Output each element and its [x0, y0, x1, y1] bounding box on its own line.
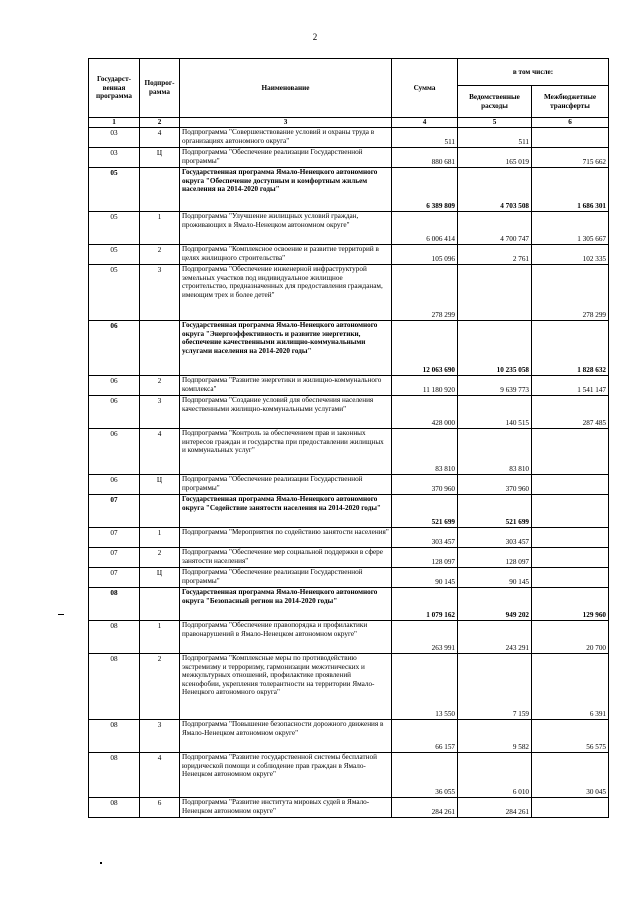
departmental-cell: 83 810 [458, 429, 532, 475]
name-cell: Подпрограмма "Обеспечение мер социальной поддержки в сфере занятости населения" [180, 548, 392, 568]
program-code-cell: 06 [89, 429, 140, 475]
header-interbudget: Межбюджетные трансферты [532, 86, 609, 118]
sum-cell: 370 960 [392, 475, 458, 495]
name-cell: Подпрограмма "Совершенствование условий и охраны труда в организациях автономного округа" [180, 128, 392, 148]
sum-cell: 428 000 [392, 396, 458, 429]
interbudget-cell [532, 495, 609, 528]
table-row [89, 798, 609, 818]
table-row [89, 168, 609, 212]
name-cell: Государственная программа Ямало-Ненецкого автономного округа "Содействие занятости населения на 2014-2020 годы" [180, 495, 392, 528]
subprogram-code-cell: 3 [140, 265, 180, 321]
subprogram-code-cell: 1 [140, 528, 180, 548]
subprogram-code-cell: 1 [140, 621, 180, 654]
column-number: 5 [458, 118, 532, 128]
sum-cell: 880 681 [392, 148, 458, 168]
subprogram-code-cell [140, 321, 180, 376]
program-code-cell: 08 [89, 588, 140, 621]
sum-cell: 66 157 [392, 720, 458, 753]
departmental-cell: 4 700 747 [458, 212, 532, 245]
sum-cell: 90 145 [392, 568, 458, 588]
subprogram-code-cell: Ц [140, 475, 180, 495]
header-including: в том числе: [458, 59, 609, 86]
name-cell: Подпрограмма "Комплексные меры по противодействию экстремизму и терроризму, гармонизации межэтнических и межкультурных отношений, профилактике проявлений ксенофобии, укрепления толерантности на территории Ямало-Ненецкого автономного округа" [180, 654, 392, 720]
name-cell: Подпрограмма "Обеспечение реализации Государственной программы" [180, 148, 392, 168]
program-code-cell: 08 [89, 654, 140, 720]
table-row [89, 621, 609, 654]
interbudget-cell: 715 662 [532, 148, 609, 168]
departmental-cell: 284 261 [458, 798, 532, 818]
interbudget-cell: 102 335 [532, 245, 609, 265]
departmental-cell: 521 699 [458, 495, 532, 528]
program-code-cell: 07 [89, 548, 140, 568]
sum-cell: 263 991 [392, 621, 458, 654]
interbudget-cell: 56 575 [532, 720, 609, 753]
sum-cell: 6 389 809 [392, 168, 458, 212]
departmental-cell: 9 639 773 [458, 376, 532, 396]
subprogram-code-cell: 2 [140, 245, 180, 265]
interbudget-cell: 1 686 301 [532, 168, 609, 212]
program-code-cell: 06 [89, 396, 140, 429]
name-cell: Подпрограмма "Обеспечение реализации Государственной программы" [180, 568, 392, 588]
name-cell: Подпрограмма "Обеспечение правопорядка и профилактики правонарушений в Ямало-Ненецком автономном округе" [180, 621, 392, 654]
departmental-cell [458, 265, 532, 321]
interbudget-cell: 6 391 [532, 654, 609, 720]
subprogram-code-cell: 2 [140, 654, 180, 720]
sum-cell: 6 006 414 [392, 212, 458, 245]
sum-cell: 511 [392, 128, 458, 148]
program-code-cell: 08 [89, 621, 140, 654]
program-code-cell: 05 [89, 212, 140, 245]
program-code-cell: 08 [89, 720, 140, 753]
sum-cell: 1 079 162 [392, 588, 458, 621]
interbudget-cell [532, 475, 609, 495]
departmental-cell: 243 291 [458, 621, 532, 654]
program-code-cell: 07 [89, 568, 140, 588]
interbudget-cell [532, 568, 609, 588]
departmental-cell: 165 019 [458, 148, 532, 168]
departmental-cell: 949 202 [458, 588, 532, 621]
subprogram-code-cell: 6 [140, 798, 180, 818]
header-subprogram: Подпрог-рамма [140, 59, 180, 118]
subprogram-code-cell: Ц [140, 148, 180, 168]
name-cell: Подпрограмма "Развитие энергетики и жилищно-коммунального комплекса" [180, 376, 392, 396]
departmental-cell: 511 [458, 128, 532, 148]
sum-cell: 13 550 [392, 654, 458, 720]
interbudget-cell: 1 828 632 [532, 321, 609, 376]
name-cell: Подпрограмма "Контроль за обеспечением прав и законных интересов граждан и государства при предоставлении жилищных и коммунальных услуг" [180, 429, 392, 475]
table-row [89, 376, 609, 396]
program-code-cell: 03 [89, 148, 140, 168]
program-code-cell: 06 [89, 376, 140, 396]
interbudget-cell: 287 485 [532, 396, 609, 429]
sum-cell: 303 457 [392, 528, 458, 548]
name-cell: Подпрограмма "Создание условий для обеспечения населения качественными жилищно-коммунальными услугами" [180, 396, 392, 429]
name-cell: Государственная программа Ямало-Ненецкого автономного округа "Безопасный регион на 2014-2020 годы" [180, 588, 392, 621]
table-row [89, 495, 609, 528]
header-name: Наименование [180, 59, 392, 118]
subprogram-code-cell: 4 [140, 429, 180, 475]
column-number: 4 [392, 118, 458, 128]
table-row [89, 548, 609, 568]
sum-cell: 83 810 [392, 429, 458, 475]
subprogram-code-cell: 3 [140, 720, 180, 753]
departmental-cell: 2 761 [458, 245, 532, 265]
departmental-cell: 370 960 [458, 475, 532, 495]
interbudget-cell: 278 299 [532, 265, 609, 321]
interbudget-cell [532, 798, 609, 818]
budget-table [88, 58, 609, 818]
interbudget-cell: 1 305 667 [532, 212, 609, 245]
departmental-cell: 140 515 [458, 396, 532, 429]
program-code-cell: 05 [89, 245, 140, 265]
sum-cell: 278 299 [392, 265, 458, 321]
subprogram-code-cell: Ц [140, 568, 180, 588]
margin-mark [58, 614, 64, 615]
sum-cell: 521 699 [392, 495, 458, 528]
table-row [89, 475, 609, 495]
name-cell: Подпрограмма "Развитие государственной системы бесплатной юридической помощи и соблюдение прав граждан в Ямало-Ненецком автономном округе" [180, 753, 392, 798]
table-row [89, 429, 609, 475]
program-code-cell: 03 [89, 128, 140, 148]
program-code-cell: 05 [89, 265, 140, 321]
name-cell: Подпрограмма "Развитие института мировых судей в Ямало-Ненецком автономном округе" [180, 798, 392, 818]
departmental-cell: 6 010 [458, 753, 532, 798]
subprogram-code-cell: 2 [140, 548, 180, 568]
program-code-cell: 08 [89, 798, 140, 818]
table-row [89, 568, 609, 588]
table-row [89, 148, 609, 168]
margin-dot [100, 862, 102, 864]
interbudget-cell [532, 548, 609, 568]
sum-cell: 36 055 [392, 753, 458, 798]
interbudget-cell: 129 960 [532, 588, 609, 621]
program-code-cell: 07 [89, 495, 140, 528]
column-number-row [89, 118, 609, 128]
subprogram-code-cell [140, 168, 180, 212]
column-number: 1 [89, 118, 140, 128]
column-number: 2 [140, 118, 180, 128]
subprogram-code-cell: 2 [140, 376, 180, 396]
sum-cell: 11 180 920 [392, 376, 458, 396]
interbudget-cell: 30 045 [532, 753, 609, 798]
departmental-cell: 7 159 [458, 654, 532, 720]
table-row [89, 753, 609, 798]
departmental-cell: 303 457 [458, 528, 532, 548]
subprogram-code-cell: 4 [140, 753, 180, 798]
table-row [89, 588, 609, 621]
table-row [89, 265, 609, 321]
header-program: Государст-венная программа [89, 59, 140, 118]
sum-cell: 105 096 [392, 245, 458, 265]
departmental-cell: 128 097 [458, 548, 532, 568]
page-number: 2 [312, 32, 318, 42]
program-code-cell: 07 [89, 528, 140, 548]
name-cell: Государственная программа Ямало-Ненецкого автономного округа "Обеспечение доступным и комфортным жильем населения на 2014-2020 годы" [180, 168, 392, 212]
subprogram-code-cell: 1 [140, 212, 180, 245]
interbudget-cell [532, 429, 609, 475]
table-row [89, 396, 609, 429]
interbudget-cell [532, 528, 609, 548]
subprogram-code-cell: 4 [140, 128, 180, 148]
program-code-cell: 05 [89, 168, 140, 212]
table-row [89, 654, 609, 720]
header-departmental: Ведомственные расходы [458, 86, 532, 118]
name-cell: Государственная программа Ямало-Ненецкого автономного округа "Энергоэффективность и развитие энергетики, обеспечение качественными жилищно-коммунальными услугами населения на 2014-2020 годы" [180, 321, 392, 376]
table-row [89, 212, 609, 245]
interbudget-cell [532, 128, 609, 148]
table-row [89, 128, 609, 148]
name-cell: Подпрограмма "Обеспечение реализации Государственной программы" [180, 475, 392, 495]
interbudget-cell: 20 700 [532, 621, 609, 654]
departmental-cell: 90 145 [458, 568, 532, 588]
table-row [89, 321, 609, 376]
table-row [89, 720, 609, 753]
subprogram-code-cell [140, 588, 180, 621]
sum-cell: 12 063 690 [392, 321, 458, 376]
table-row [89, 245, 609, 265]
name-cell: Подпрограмма "Обеспечение инженерной инфраструктурой земельных участков под индивидуальное жилищное строительство, предназначенных для предоставления гражданам, имеющим трех и более детей" [180, 265, 392, 321]
name-cell: Подпрограмма "Повышение безопасности дорожного движения в Ямало-Ненецком автономном округе" [180, 720, 392, 753]
departmental-cell: 4 703 508 [458, 168, 532, 212]
header-sum: Сумма [392, 59, 458, 118]
table-row [89, 528, 609, 548]
name-cell: Подпрограмма "Мероприятия по содействию занятости населения" [180, 528, 392, 548]
column-number: 3 [180, 118, 392, 128]
departmental-cell: 10 235 058 [458, 321, 532, 376]
name-cell: Подпрограмма "Комплексное освоение и развитие территорий в целях жилищного строительства" [180, 245, 392, 265]
program-code-cell: 08 [89, 753, 140, 798]
interbudget-cell: 1 541 147 [532, 376, 609, 396]
table-body [89, 128, 609, 818]
program-code-cell: 06 [89, 321, 140, 376]
column-number: 6 [532, 118, 609, 128]
subprogram-code-cell: 3 [140, 396, 180, 429]
program-code-cell: 06 [89, 475, 140, 495]
sum-cell: 128 097 [392, 548, 458, 568]
departmental-cell: 9 582 [458, 720, 532, 753]
name-cell: Подпрограмма "Улучшение жилищных условий граждан, проживающих в Ямало-Ненецком автономном округе" [180, 212, 392, 245]
sum-cell: 284 261 [392, 798, 458, 818]
subprogram-code-cell [140, 495, 180, 528]
